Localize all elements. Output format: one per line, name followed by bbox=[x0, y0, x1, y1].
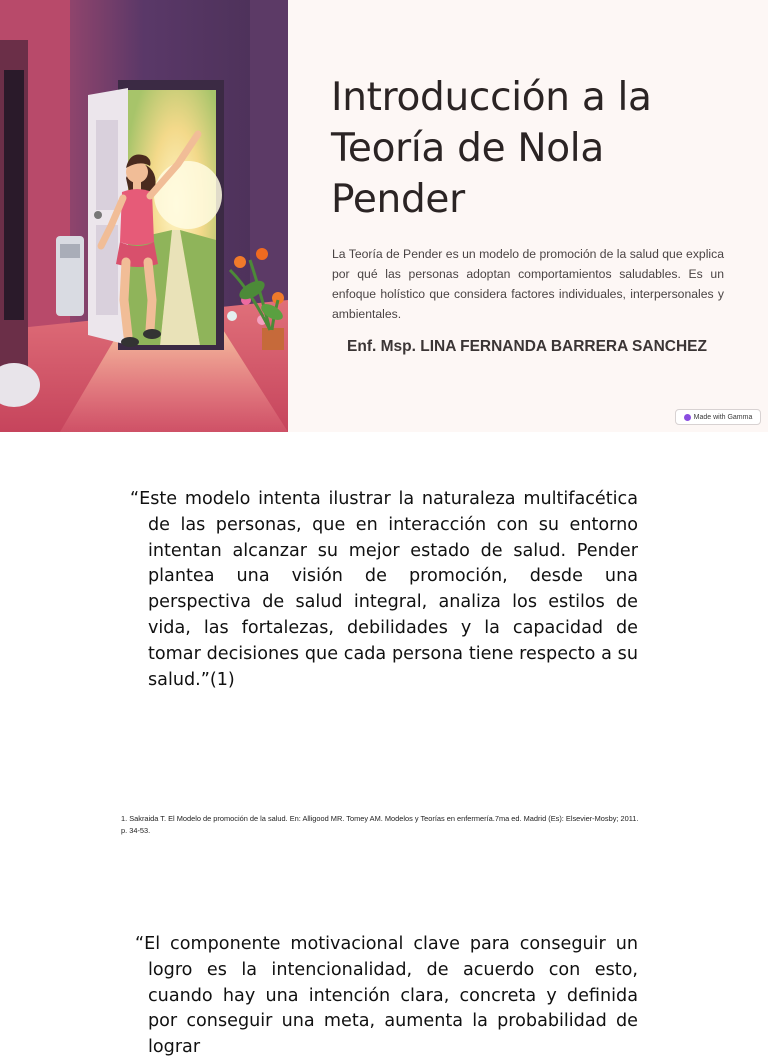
slide-author: Enf. Msp. LINA FERNANDA BARRERA SANCHEZ bbox=[347, 338, 707, 355]
reference-footnote: 1. Sakraida T. El Modelo de promoción de la salud. En: Alligood MR. Tomey AM. Modelos y Teorías en enfermería.7ma ed. Madrid (Es): Elsevier-Mosby; 2011. p. 34-53. bbox=[121, 814, 639, 835]
gamma-logo-icon bbox=[684, 414, 691, 421]
slide-description: La Teoría de Pender es un modelo de promoción de la salud que explica por qué las personas adoptan comportamientos saludables. Es un enfoque holístico que considera factores individuales, interpersonales y ambientales. bbox=[332, 247, 724, 321]
slide-title: Introducción a la Teoría de Nola Pender bbox=[331, 75, 652, 222]
quote-paragraph-2: “El componente motivacional clave para conseguir un logro es la intencionalidad, de acuerdo con esto, cuando hay una intención clara, concreta y definida por conseguir una meta, aumenta la probabilidad de lograr bbox=[135, 934, 638, 1058]
made-with-gamma-badge[interactable] bbox=[675, 409, 761, 425]
badge-label: Made with Gamma bbox=[693, 413, 753, 421]
woman-at-door-illustration bbox=[0, 0, 288, 432]
title-slide bbox=[0, 0, 768, 432]
quote-paragraph-1: “Este modelo intenta ilustrar la naturaleza multifacética de las personas, que en interacción con su entorno intentan alcanzar su mejor estado de salud. Pender plantea una visión de promoción, desde una perspectiva de salud integral, analiza los estilos de vida, las fortalezas, debilidades y la capacidad de tomar decisiones que cada persona tiene respecto a su salud.”(1) bbox=[130, 489, 638, 690]
